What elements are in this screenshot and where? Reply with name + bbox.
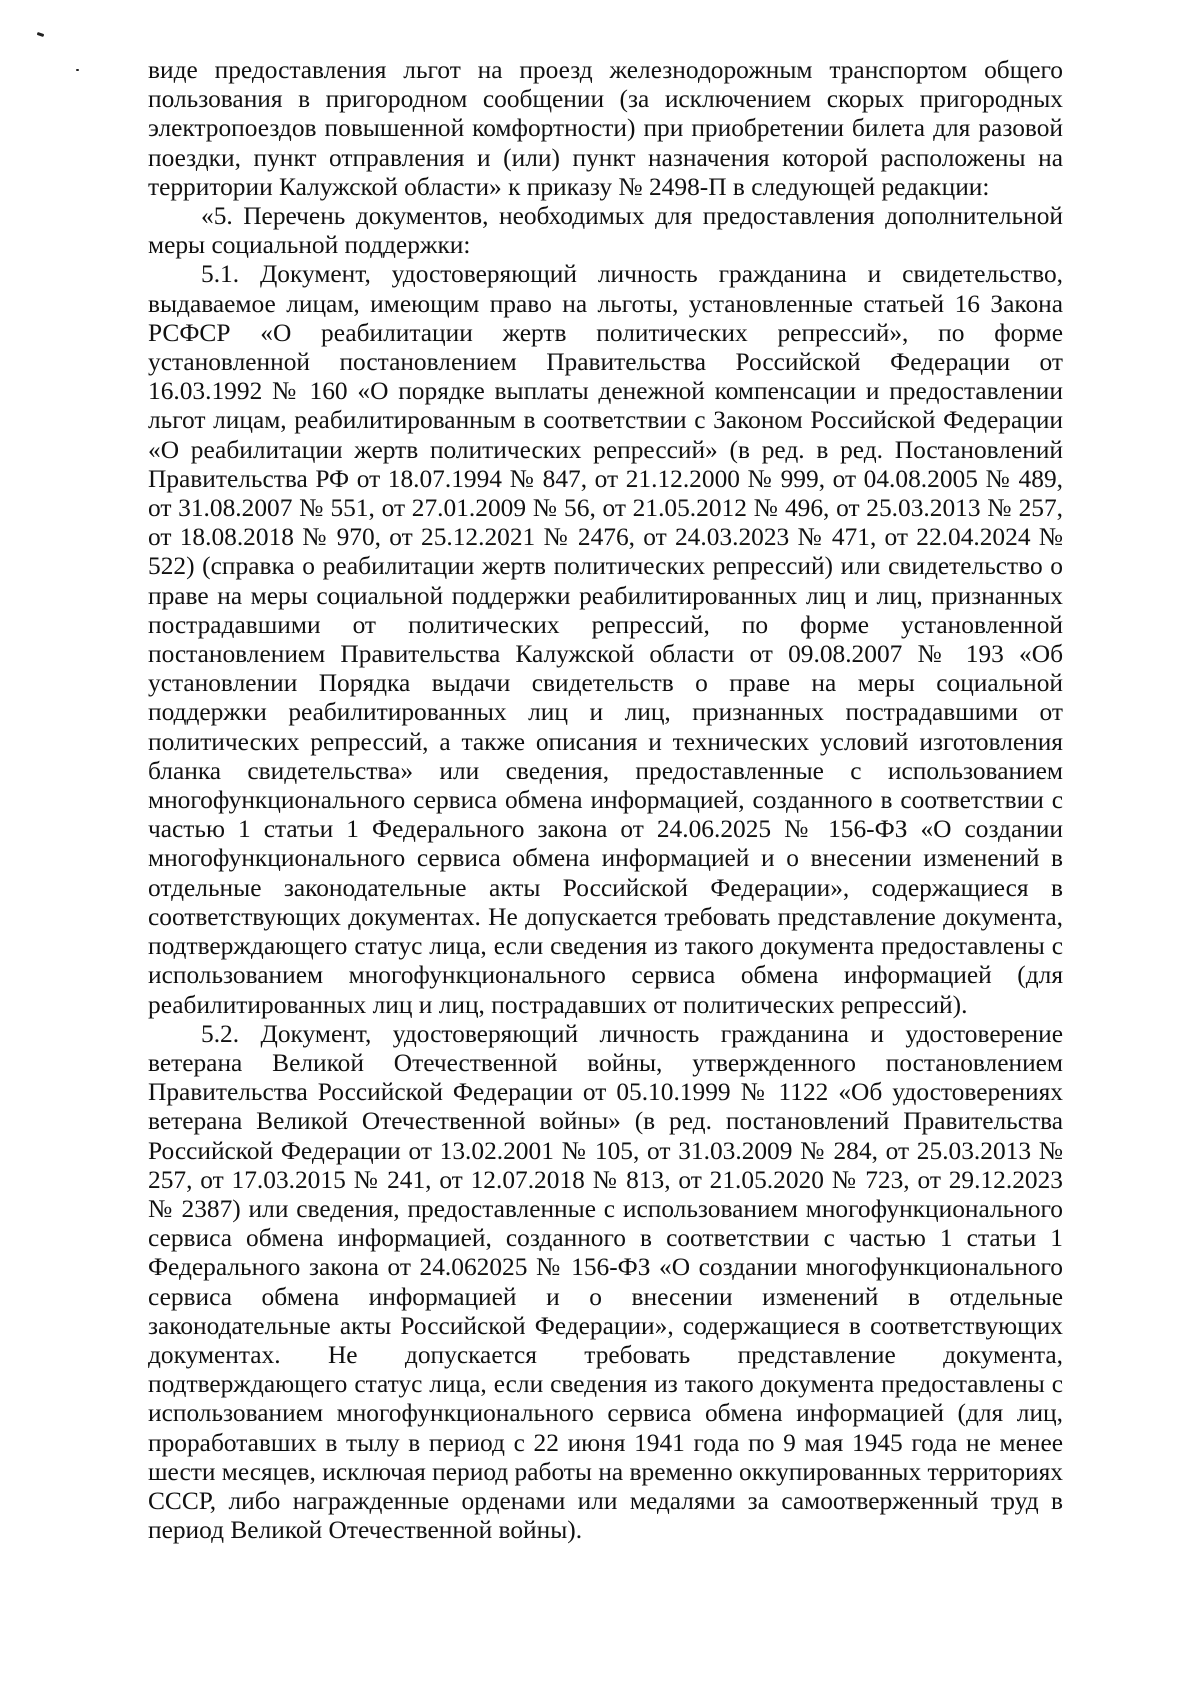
document-body — [148, 56, 1063, 1545]
paragraph-item-5: «5. Перечень документов, необходимых для предоставления дополнительной меры социальной поддержки: — [148, 202, 1063, 260]
paragraph-item-5-1: 5.1. Документ, удостоверяющий личность гражданина и свидетельство, выдаваемое лицам, имеющим право на льготы, установленные статьей 16 Закона РСФСР «О реабилитации жертв политических репрессий», по форме установленной постановлением Правительства Российской Федерации от 16.03.1992 № 160 «О порядке выплаты денежной компенсации и предоставлении льгот лицам, реабилитированным в соответствии с Законом Российской Федерации «О реабилитации жертв политических репрессий» (в ред. в ред. Постановлений Правительства РФ от 18.07.1994 № 847, от 21.12.2000 № 999, от 04.08.2005 № 489, от 31.08.2007 № 551, от 27.01.2009 № 56, от 21.05.2012 № 496, от 25.03.2013 № 257, от 18.08.2018 № 970, от 25.12.2021 № 2476, от 24.03.2023 № 471, от 22.04.2024 № 522) (справка о реабилитации жертв политических репрессий) или свидетельство о праве на меры социальной поддержки реабилитированных лиц и лиц, признанных пострадавшими от политических репрессий, по форме установленной постановлением Правительства Калужской области от 09.08.2007 № 193 «Об установлении Порядка выдачи свидетельств о праве на меры социальной поддержки реабилитированных лиц и лиц, признанных пострадавшими от политических репрессий, а также описания и технических условий изготовления бланка свидетельства» или сведения, предоставленные с использованием многофункционального сервиса обмена информацией, созданного в соответствии с частью 1 статьи 1 Федерального закона от 24.06.2025 № 156-ФЗ «О создании многофункционального сервиса обмена информацией и о внесении изменений в отдельные законодательные акты Российской Федерации», содержащиеся в соответствующих документах. Не допускается требовать представление документа, подтверждающего статус лица, если сведения из такого документа предоставлены с использованием многофункционального сервиса обмена информацией (для реабилитированных лиц и лиц, пострадавших от политических репрессий). — [148, 260, 1063, 1019]
paragraph-item-5-2: 5.2. Документ, удостоверяющий личность гражданина и удостоверение ветерана Великой Отечественной войны, утвержденного постановлением Правительства Российской Федерации от 05.10.1999 № 1122 «Об удостоверениях ветерана Великой Отечественной войны» (в ред. постановлений Правительства Российской Федерации от 13.02.2001 № 105, от 31.03.2009 № 284, от 25.03.2013 № 257, от 17.03.2015 № 241, от 12.07.2018 № 813, от 21.05.2020 № 723, от 29.12.2023 № 2387) или сведения, предоставленные с использованием многофункционального сервиса обмена информацией, созданного в соответствии с частью 1 статьи 1 Федерального закона от 24.062025 № 156-ФЗ «О создании многофункционального сервиса обмена информацией и о внесении изменений в отдельные законодательные акты Российской Федерации», содержащиеся в соответствующих документах. Не допускается требовать представление документа, подтверждающего статус лица, если сведения из такого документа предоставлены с использованием многофункционального сервиса обмена информацией (для лиц, проработавших в тылу в период с 22 июня 1941 года по 9 мая 1945 года не менее шести месяцев, исключая период работы на временно оккупированных территориях СССР, либо награжденные орденами или медалями за самоотверженный труд в период Великой Отечественной войны). — [148, 1019, 1063, 1545]
scan-speck — [76, 69, 79, 71]
scan-speck — [37, 32, 45, 37]
paragraph-continuation: виде предоставления льгот на проезд железнодорожным транспортом общего пользования в пригородном сообщении (за исключением скорых пригородных электропоездов повышенной комфортности) при приобретении билета для разовой поездки, пункт отправления и (или) пункт назначения которой расположены на территории Калужской области» к приказу № 2498-П в следующей редакции: — [148, 56, 1063, 201]
